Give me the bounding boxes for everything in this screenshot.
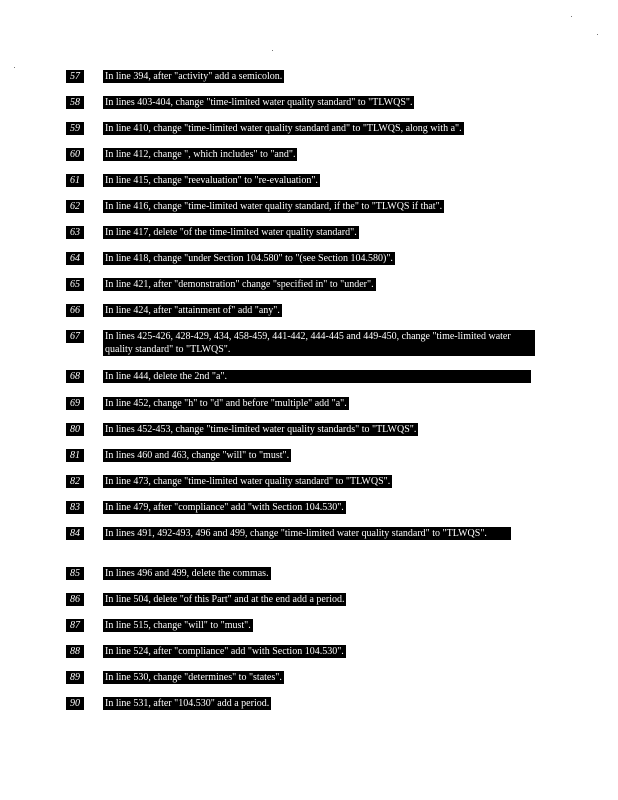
item-text: In line 412, change ", which includes" to "and". (105, 149, 296, 160)
item-number: 60 (66, 148, 84, 161)
scan-speck (597, 34, 598, 35)
item-text: In lines 425-426, 428-429, 434, 458-459, 441-442, 444-445 and 449-450, change "time-limited water quality standard" to "TLWQS". (103, 330, 535, 356)
item-text: In line 424, after "attainment of" add "any". (105, 305, 280, 316)
item-text: In line 531, after "104.530" add a period. (105, 698, 270, 709)
item-number: 83 (66, 501, 84, 514)
item-number: 86 (66, 593, 84, 606)
item-number: 61 (66, 174, 84, 187)
item-text: In line 417, delete "of the time-limited water quality standard". (105, 227, 357, 238)
item-text: In lines 452-453, change "time-limited water quality standards" to "TLWQS". (105, 424, 417, 435)
item-text: In line 524, after "compliance" add "with Section 104.530". (105, 646, 344, 657)
item-number: 84 (66, 527, 84, 540)
item-number: 66 (66, 304, 84, 317)
item-number: 57 (66, 70, 84, 83)
item-number: 87 (66, 619, 84, 632)
item-number: 64 (66, 252, 84, 265)
item-number: 89 (66, 671, 84, 684)
item-number: 85 (66, 567, 84, 580)
item-number: 68 (66, 370, 84, 383)
item-text: In line 444, delete the 2nd "a". (103, 370, 531, 383)
item-number: 88 (66, 645, 84, 658)
item-text: In line 410, change "time-limited water quality standard and" to "TLWQS, along with a". (105, 123, 462, 134)
item-number: 81 (66, 449, 84, 462)
item-text: In line 515, change "will" to "must". (105, 620, 251, 631)
item-text: In line 394, after "activity" add a semicolon. (105, 71, 283, 82)
scan-speck (14, 67, 15, 68)
item-text: In line 530, change "determines" to "states". (105, 672, 282, 683)
item-text: In line 421, after "demonstration" change "specified in" to "under". (105, 279, 374, 290)
item-text: In line 479, after "compliance" add "with Section 104.530". (105, 502, 344, 513)
item-number: 69 (66, 397, 84, 410)
item-number: 82 (66, 475, 84, 488)
item-text: In line 452, change "h" to "d" and before "multiple" add "a". (105, 398, 347, 409)
item-number: 58 (66, 96, 84, 109)
item-number: 67 (66, 330, 84, 343)
item-text: In line 415, change "reevaluation" to "re-evaluation". (105, 175, 318, 186)
item-text: In line 473, change "time-limited water quality standard" to "TLWQS". (105, 476, 391, 487)
scan-speck (571, 16, 572, 17)
item-text: In line 416, change "time-limited water quality standard, if the" to "TLWQS if that". (105, 201, 443, 212)
item-number: 63 (66, 226, 84, 239)
item-number: 59 (66, 122, 84, 135)
item-text: In lines 496 and 499, delete the commas. (105, 568, 269, 579)
scan-speck (272, 50, 273, 51)
item-number: 90 (66, 697, 84, 710)
item-text: In line 418, change "under Section 104.580" to "(see Section 104.580)". (105, 253, 393, 264)
item-text: In lines 491, 492-493, 496 and 499, change "time-limited water quality standard" to "TLWQS". (103, 527, 511, 540)
item-number: 62 (66, 200, 84, 213)
item-text: In lines 460 and 463, change "will" to "must". (105, 450, 290, 461)
item-number: 80 (66, 423, 84, 436)
item-text: In lines 403-404, change "time-limited water quality standard" to "TLWQS". (105, 97, 413, 108)
item-text: In line 504, delete "of this Part" and at the end add a period. (105, 594, 345, 605)
item-number: 65 (66, 278, 84, 291)
